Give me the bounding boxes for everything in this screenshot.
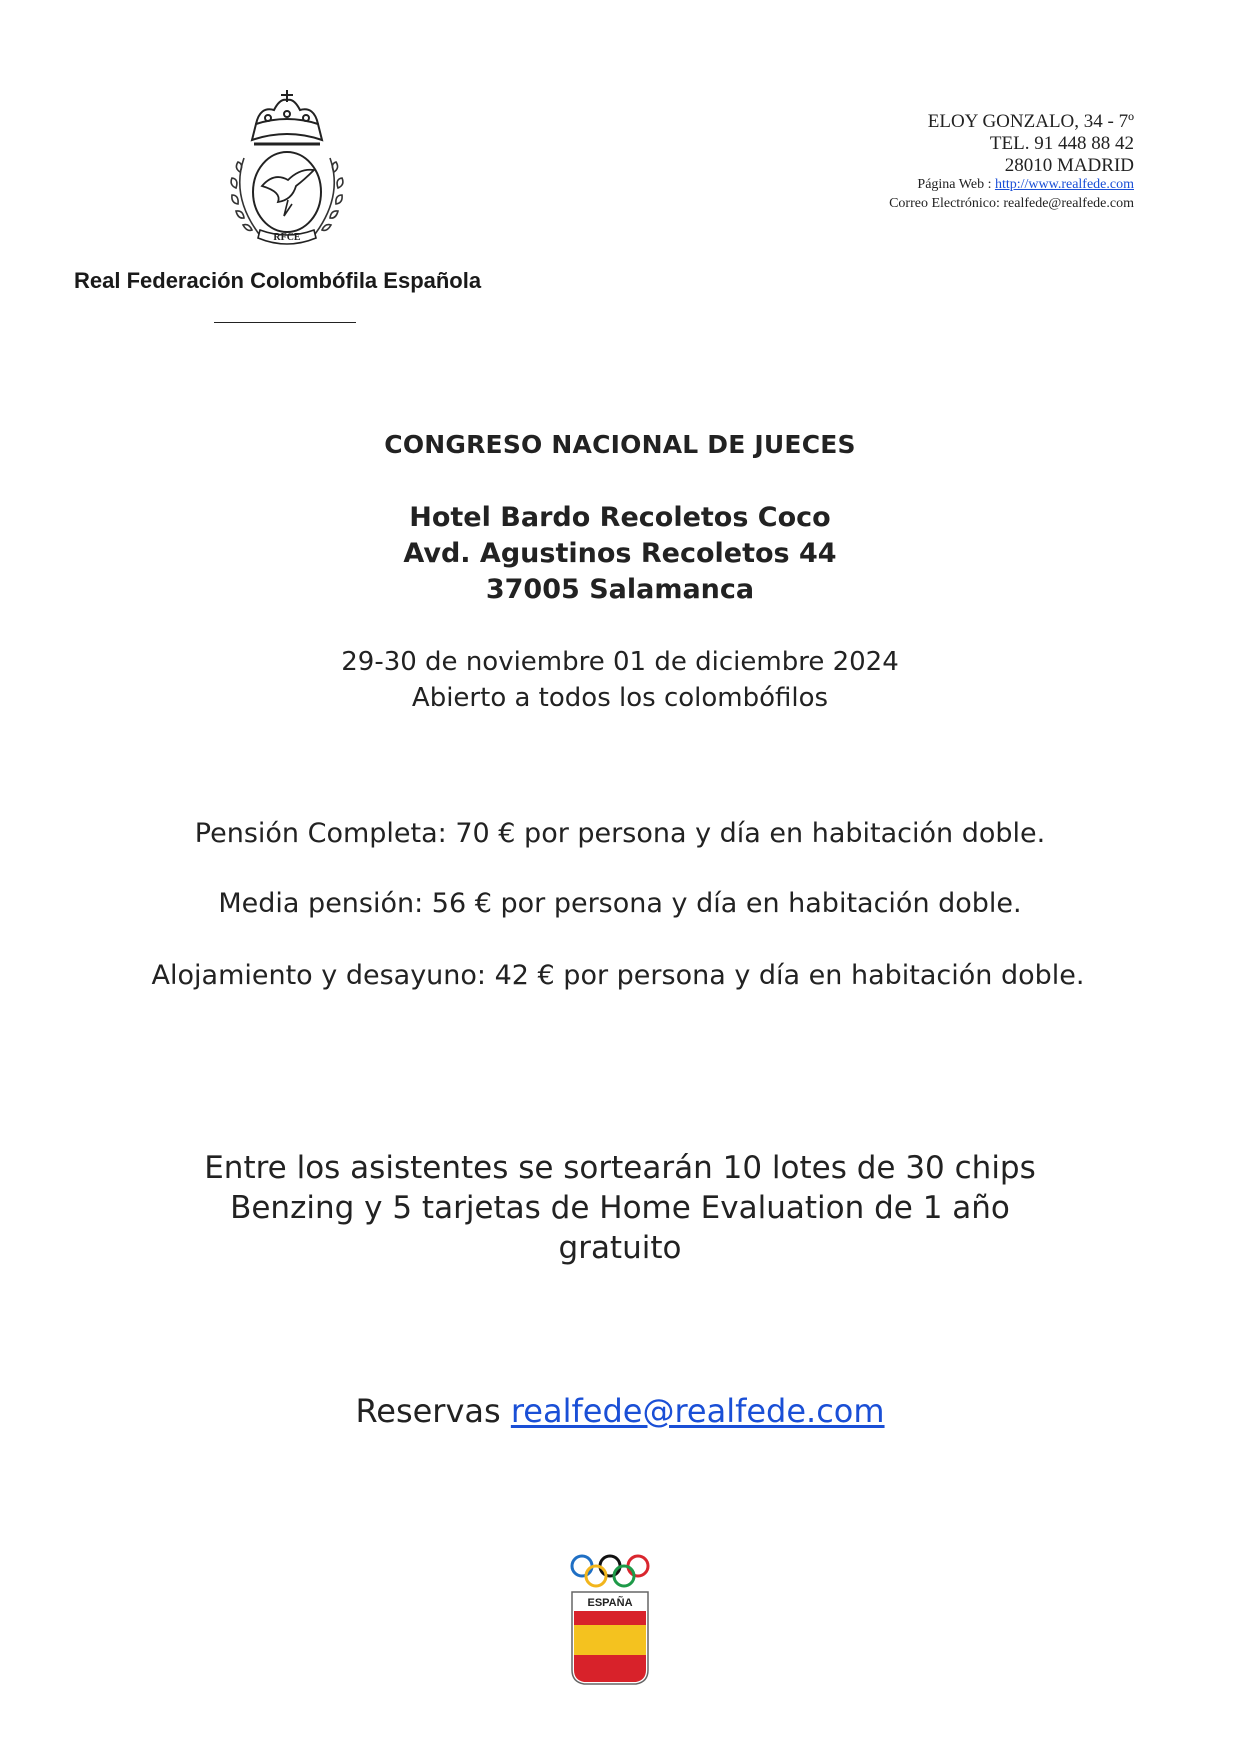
badge-label: ESPAÑA — [587, 1597, 633, 1609]
price-half-board: Media pensión: 56 € por persona y día en habitación doble. — [218, 888, 1022, 919]
reservations-label: Reservas — [355, 1392, 511, 1430]
organization-name: Real Federación Colombófila Española — [74, 268, 482, 293]
olympic-ring-blue-icon — [572, 1556, 592, 1576]
event-title: CONGRESO NACIONAL DE JUECES — [384, 430, 856, 459]
olympic-ring-red-icon — [628, 1556, 648, 1576]
venue-city: 37005 Salamanca — [485, 574, 755, 605]
reservations-line — [0, 1392, 1240, 1430]
web-label: Página Web : — [917, 177, 995, 192]
venue-name: Hotel Bardo Recoletos Coco — [409, 502, 831, 533]
address-email: Correo Electrónico: realfede@realfede.com — [889, 196, 1134, 211]
olympic-ring-black-icon — [600, 1556, 620, 1576]
venue-block — [0, 500, 1240, 608]
price-bed-breakfast: Alojamiento y desayuno: 42 € por persona y día en habitación doble. — [151, 960, 1085, 991]
raffle-text: Entre los asistentes se sortearán 10 lotes de 30 chips Benzing y 5 tarjetas de Home Evaluation de 1 año gratuito — [204, 1150, 1036, 1266]
crest-initials: RFCE — [273, 232, 301, 243]
venue-street: Avd. Agustinos Recoletos 44 — [403, 538, 837, 569]
reservations-email-link[interactable]: realfede@realfede.com — [510, 1392, 885, 1430]
federation-crest-logo — [222, 88, 352, 256]
event-dates: 29-30 de noviembre 01 de diciembre 2024 — [341, 647, 899, 677]
dates-block — [0, 644, 1240, 716]
website-link[interactable]: http://www.realfede.com — [994, 177, 1134, 192]
price-full-board: Pensión Completa: 70 € por persona y día en habitación doble. — [194, 818, 1046, 849]
address-phone: TEL. 91 448 88 42 — [989, 133, 1134, 154]
spain-olympic-badge-logo — [566, 1552, 654, 1690]
address-street: ELOY GONZALO, 34 - 7º — [927, 111, 1134, 132]
olympic-ring-yellow-icon — [586, 1566, 606, 1586]
address-web — [889, 178, 1134, 197]
address-city: 28010 MADRID — [1004, 155, 1134, 176]
address-block — [889, 112, 1134, 216]
event-audience: Abierto a todos los colombófilos — [411, 683, 829, 713]
olympic-ring-green-icon — [614, 1566, 634, 1586]
header-divider — [214, 322, 356, 323]
